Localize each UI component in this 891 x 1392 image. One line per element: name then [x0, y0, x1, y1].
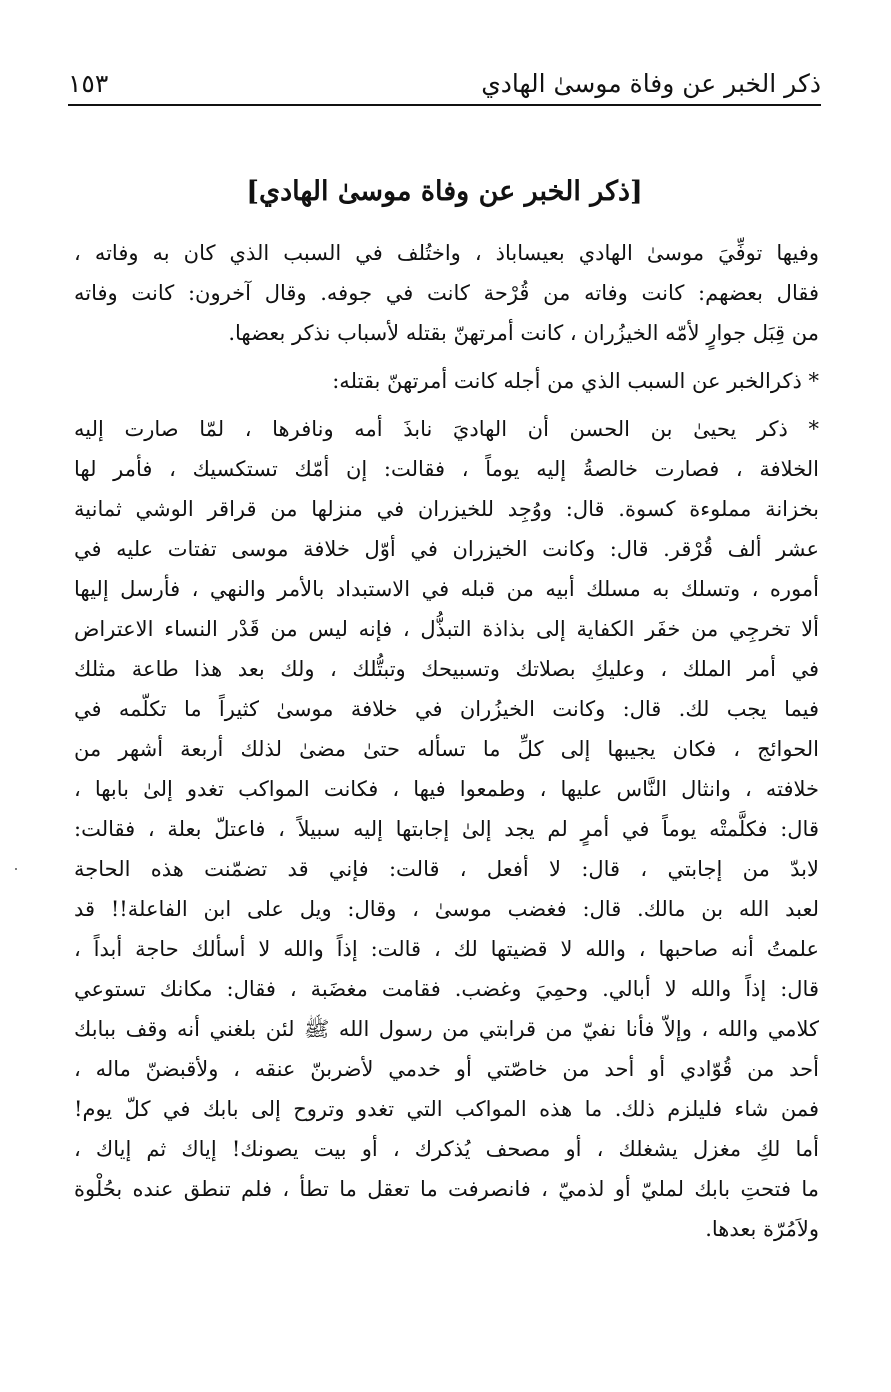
text-line: الحوائج ، فكان يجيبها إلى كلِّ ما تسأله حتىٰ مضىٰ لذلك أربعة أشهر من [74, 737, 819, 761]
text-line: كلامي والله ، وإلاّ فأنا نفيّ من قرابتي من رسول الله ﷺ لئن بلغني أنه وقف ببابك [74, 1017, 819, 1041]
text-line: ما فتحتِ بابك لمليّ أو لذميّ ، فانصرفت ما تعقل ما تطأ ، فلم تنطق عنده بحُلْوة [74, 1177, 819, 1201]
text-line: في أمر الملك ، وعليكِ بصلاتك وتسبيحك وتبتُّلك ، ولك بعد هذا طاعة مثلك [74, 657, 819, 681]
text-line: قال: فكلَّمتْه يوماً في أمرٍ لم يجد إلىٰ إجابتها إليه سبيلاً ، فاعتلّ بعلة ، فقالت: [74, 817, 819, 841]
text-line: أما لكِ مغزل يشغلك ، أو مصحف يُذكرك ، أو بيت يصونك! إياك ثم إياك ، [74, 1137, 819, 1161]
text-line: فقال بعضهم: كانت وفاته من قُرْحة كانت في جوفه. وقال آخرون: كانت وفاته [74, 281, 819, 305]
text-line: علمتُ أنه صاحبها ، والله لا قضيتها لك ، قالت: إذاً والله لا أسألك حاجة أبداً ، [74, 937, 819, 961]
text-line: لعبد الله بن مالك. قال: فغضب موسىٰ ، وقال: ويل على ابن الفاعلة!! قد [74, 897, 819, 921]
running-header [68, 62, 821, 102]
page-number: ١٥٣ [68, 69, 109, 98]
text-line: قال: إذاً والله لا أبالي. وحمِيَ وغضب. فقامت مغضَبة ، فقال: مكانك تستوعي [74, 977, 819, 1001]
text-line: لابدّ من إجابتي ، قال: لا أفعل ، قالت: فإني قد تضمّنت هذه الحاجة [74, 857, 819, 881]
text-line: خلافته ، وانثال النَّاس عليها ، وطمعوا فيها ، فكانت المواكب تغدو إلىٰ بابها ، [74, 777, 819, 801]
header-rule [68, 104, 821, 106]
paragraph-gap [74, 353, 819, 361]
text-line: أموره ، وتسلك به مسلك أبيه من قبله في الاستبداد بالأمر والنهي ، فأرسل إليها [74, 577, 819, 601]
subheading-line: * ذكرالخبر عن السبب الذي من أجله كانت أمرتهنّ بقتله: [332, 369, 819, 393]
text-line: ألا تخرجِي من خفَر الكفاية إلى بذاذة التبذُّل ، فإنه ليس من قَدْر النساء الاعتراض [74, 617, 819, 641]
text-line: الخلافة ، فصارت خالصةُ إليه يوماً ، فقالت: إن أمّك تستكسيك ، فأمر لها [74, 457, 819, 481]
text-line: عشر ألف قُرْقر. قال: وكانت الخيزران في أوّل خلافة موسى تفتات عليه في [74, 537, 819, 561]
text-line: وفيها توفِّيَ موسىٰ الهادي بعيساباذ ، واختُلف في السبب الذي كان به وفاته ، [74, 241, 819, 265]
text-line: أحد من قُوّادي أو أحد من خاصّتي أو خدمي لأضربنّ عنقه ، ولأقبضنّ ماله ، [74, 1057, 819, 1081]
text-line: * ذكر يحيىٰ بن الحسن أن الهاديَ نابذَ أمه ونافرها ، لمّا صارت إليه [74, 417, 819, 441]
scan-speck [15, 868, 17, 870]
text-line: فيما يجب لك. قال: وكانت الخيزُران في خلافة موسىٰ كثيراً ما تكلّمه في [74, 697, 819, 721]
running-title: ذكر الخبر عن وفاة موسىٰ الهادي [481, 69, 821, 98]
text-line: ولاَمُرّة بعدها. [705, 1217, 819, 1241]
text-line: بخزانة مملوءة كسوة. قال: ووُجِد للخيزران في منزلها من قراقر الوشي ثمانية [74, 497, 819, 521]
section-title: [ذكر الخبر عن وفاة موسىٰ الهادي] [246, 176, 643, 207]
body-text [74, 233, 819, 1249]
paragraph-gap [74, 401, 819, 409]
text-line: فمن شاء فليلزم ذلك. ما هذه المواكب التي تغدو وتروح إلى بابك في كلّ يوم! [74, 1097, 819, 1121]
text-line: من قِبَل جوارٍ لأمّه الخيزُران ، كانت أمرتهنّ بقتله لأسباب نذكر بعضها. [228, 321, 819, 345]
